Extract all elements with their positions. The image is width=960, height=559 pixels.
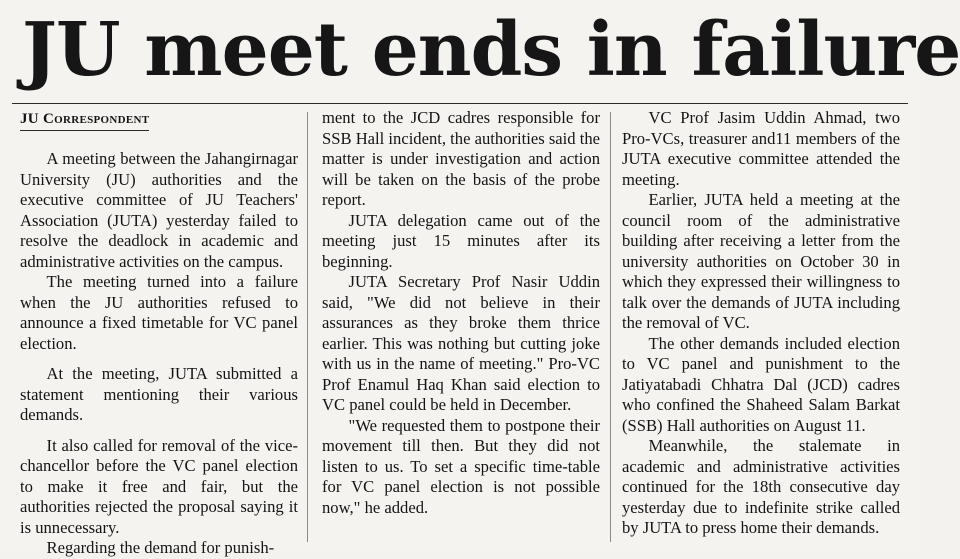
- paragraph: The meeting turned into a failure when the JU authorities refused to announce a fixed timetable for VC panel election.: [20, 272, 298, 353]
- paragraph: Regarding the demand for punish-: [46, 538, 275, 557]
- paragraph: The other demands included election to VC panel and punishment to the Jatiyatabadi Chhatra Dal (JCD) cadres who confined the Shaheed Salam Barkat (SSB) Hall authorities on August 11.: [622, 333, 900, 435]
- paragraph: JUTA delegation came out of the meeting just 15 minutes after its beginning.: [322, 210, 600, 271]
- column-divider: [307, 112, 308, 542]
- column-divider: [610, 112, 611, 542]
- byline: JU Correspondent: [20, 109, 149, 131]
- paragraph: Meanwhile, the stalemate in academic and administrative activities continued for the 18th consecutive day yesterday due to indefinite strike called by JUTA to press home their demands.: [622, 436, 900, 537]
- headline: JU meet ends in failure: [22, 7, 960, 93]
- headline-rule: [12, 103, 908, 104]
- paragraph: VC Prof Jasim Uddin Ahmad, two Pro-VCs, treasurer and11 members of the JUTA executive committee attended the meeting.: [622, 108, 900, 189]
- paragraph: "We requested them to postpone their movement till then. But they did not listen to us. To set a specific time-table for VC panel election is not possible now," he added.: [322, 415, 600, 517]
- paragraph: JUTA Secretary Prof Nasir Uddin said, "We did not believe in their assurances as they broke them thrice earlier. This was nothing but cutting joke with us in the name of meeting." Pro-VC Prof Enamul Haq Khan said election to VC panel could be held in December.: [322, 272, 600, 414]
- article-column-3: [622, 108, 900, 544]
- paragraph: ment to the JCD cadres responsible for SSB Hall incident, the authorities said the matter is under investigation and action will be taken on the basis of the probe report.: [322, 108, 600, 209]
- paragraph: At the meeting, JUTA submitted a statement mentioning their various demands.: [20, 364, 298, 424]
- paragraph: A meeting between the Jahangirnagar University (JU) authorities and the executive committee of JU Teachers' Association (JUTA) yesterday failed to resolve the deadlock in academic and administrative activities on the campus.: [20, 149, 298, 271]
- paragraph: Earlier, JUTA held a meeting at the council room of the administrative building after receiving a letter from the university authorities on October 30 in which they expressed their willingness to talk over the demands of JUTA including the removal of VC.: [622, 190, 900, 332]
- article-column-1: [20, 108, 298, 557]
- paragraph: It also called for removal of the vice-chancellor before the VC panel election to make it free and fair, but the authorities rejected the proposal saying it is unnecessary.: [20, 435, 298, 537]
- article-column-2: [322, 108, 600, 544]
